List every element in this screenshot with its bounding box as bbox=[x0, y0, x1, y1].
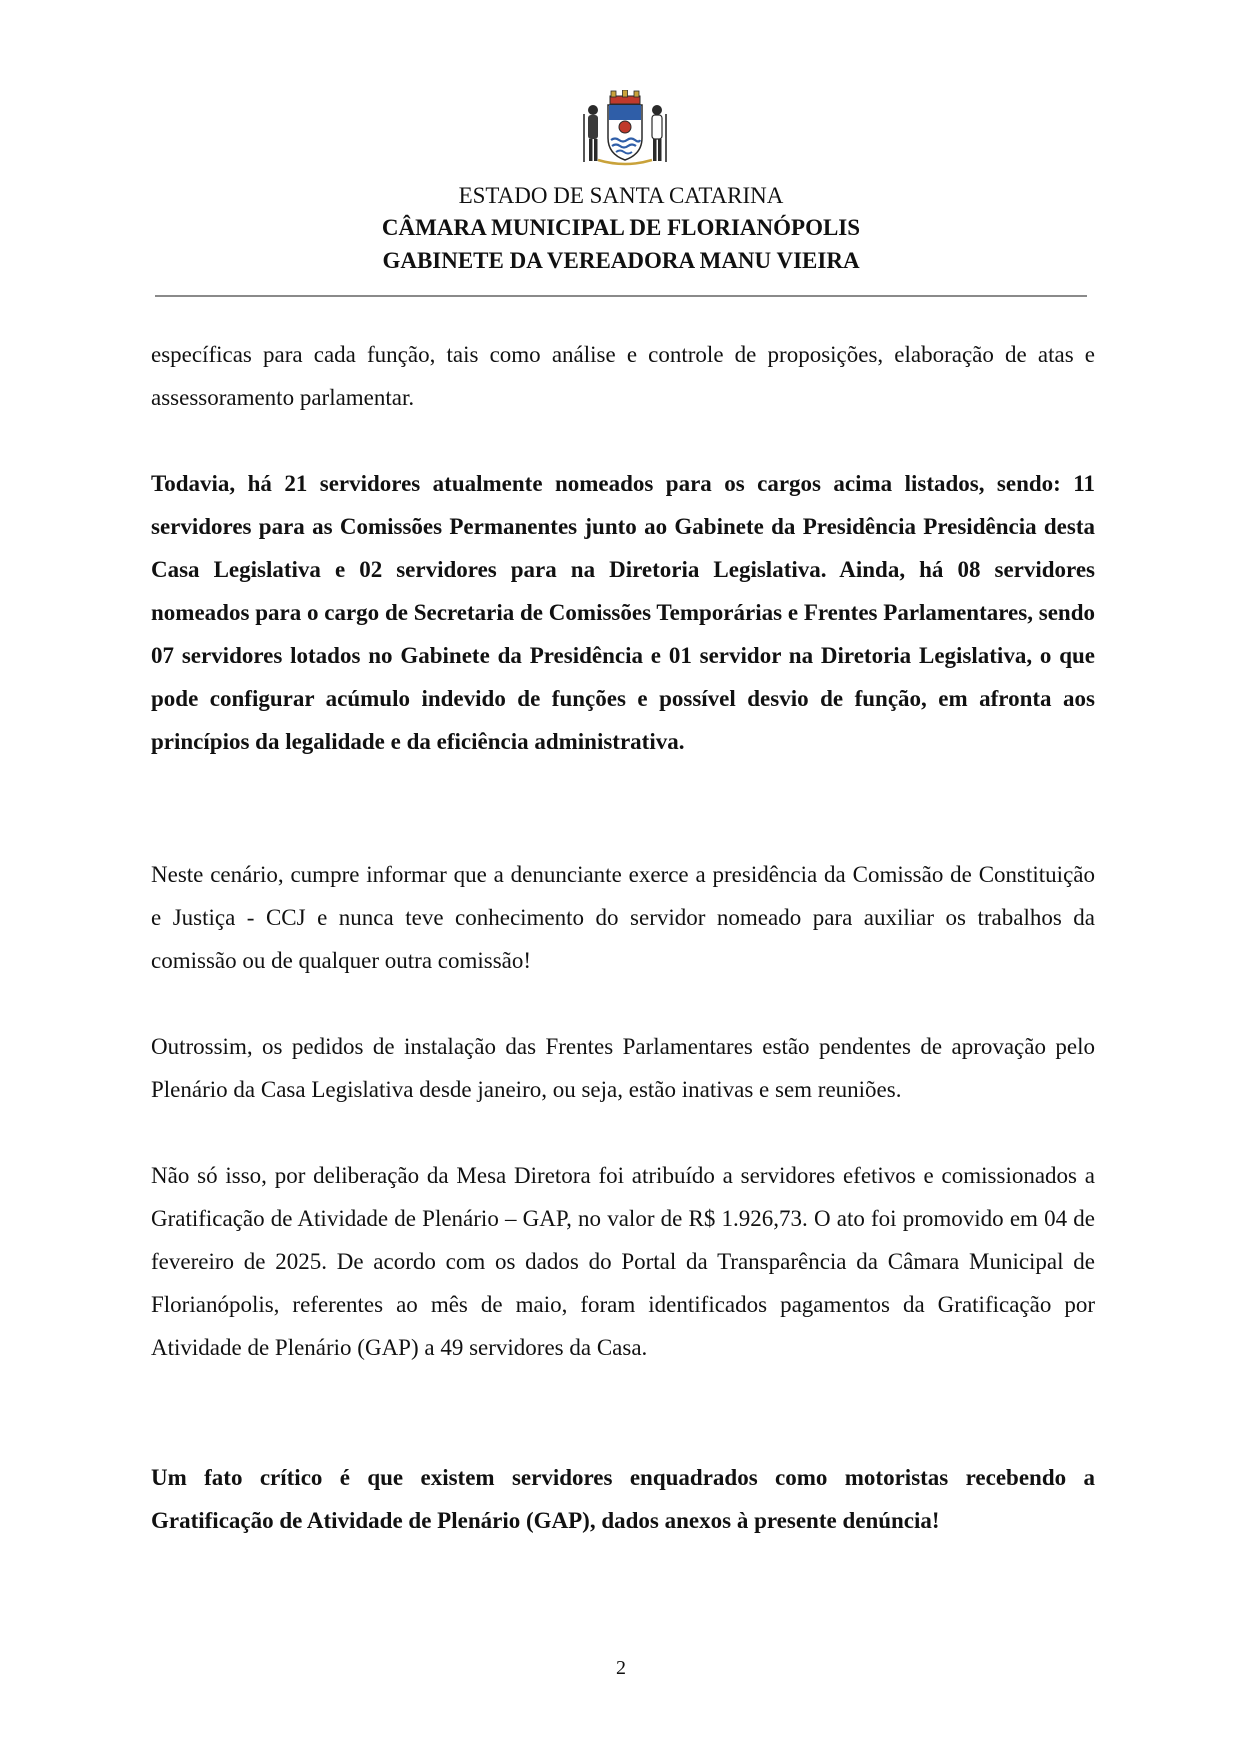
crown-icon bbox=[610, 90, 640, 104]
paragraph-2: Todavia, há 21 servidores atualmente nomeados para os cargos acima listados, sendo: 11 servidores para as Comissões Permanentes junto ao Gabinete da Presidência Presidência desta Casa Legislativa e 02 servidores para na Diretoria Legislativa. Ainda, há 08 servidores nomeados para o cargo de Secretaria de Comissões Temporárias e Frentes Parlamentares, sendo 07 servidores lotados no Gabinete da Presidência e 01 servidor na Diretoria Legislativa, o que pode configurar acúmulo indevido de funções e possível desvio de função, em afronta aos princípios da legalidade e da eficiência administrativa. bbox=[151, 471, 1095, 754]
paragraph-1: específicas para cada função, tais como análise e controle de proposições, elaboração de atas e assessoramento parlamentar. bbox=[151, 342, 1095, 410]
header-office: GABINETE DA VEREADORA MANU VIEIRA bbox=[382, 248, 860, 273]
municipal-coat-of-arms-icon bbox=[578, 90, 672, 166]
header-divider bbox=[155, 295, 1087, 297]
header-chamber: CÂMARA MUNICIPAL DE FLORIANÓPOLIS bbox=[381, 215, 861, 240]
shield-icon bbox=[608, 105, 642, 160]
paragraph-4: Outrossim, os pedidos de instalação das Frentes Parlamentares estão pendentes de aprovação pelo Plenário da Casa Legislativa desde janeiro, ou seja, estão inativas e sem reuniões. bbox=[151, 1034, 1095, 1102]
page-number: 2 bbox=[616, 1657, 626, 1679]
right-figure-icon bbox=[652, 105, 667, 162]
left-figure-icon bbox=[583, 105, 598, 162]
paragraph-5: Não só isso, por deliberação da Mesa Diretora foi atribuído a servidores efetivos e comissionados a Gratificação de Atividade de Plenário – GAP, no valor de R$ 1.926,73. O ato foi promovido em 04 de fevereiro de 2025. De acordo com os dados do Portal da Transparência da Câmara Municipal de Florianópolis, referentes ao mês de maio, foram identificados pagamentos da Gratificação por Atividade de Plenário (GAP) a 49 servidores da Casa. bbox=[151, 1163, 1095, 1360]
header-state: ESTADO DE SANTA CATARINA bbox=[458, 183, 784, 208]
paragraph-3: Neste cenário, cumpre informar que a denunciante exerce a presidência da Comissão de Constituição e Justiça - CCJ e nunca teve conhecimento do servidor nomeado para auxiliar os trabalhos da comissão ou de qualquer outra comissão! bbox=[151, 862, 1095, 973]
paragraph-6: Um fato crítico é que existem servidores enquadrados como motoristas recebendo a Gratificação de Atividade de Plenário (GAP), dados anexos à presente denúncia! bbox=[151, 1465, 1095, 1533]
